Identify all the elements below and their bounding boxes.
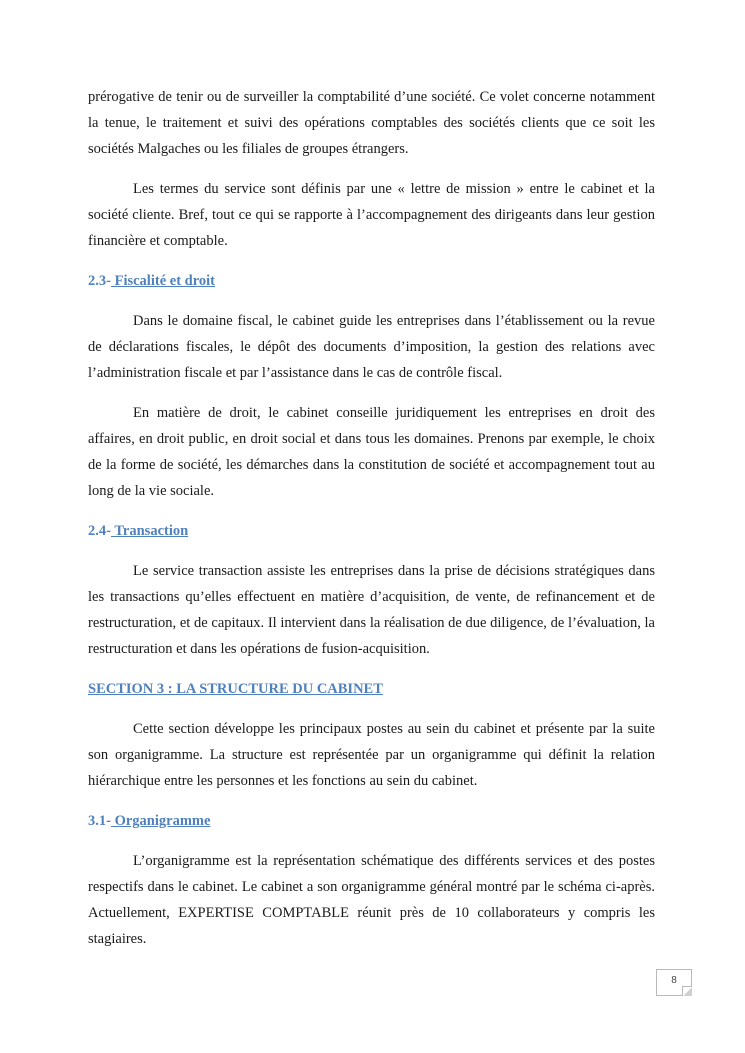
heading-fiscalite-et-droit	[88, 268, 655, 294]
heading-number: 2.3-	[88, 273, 111, 289]
paragraph-comptabilite: prérogative de tenir ou de surveiller la comptabilité d’une société. Ce volet concerne notamment la tenue, le traitement et suivi des opérations comptables des sociétés clients que ce soit les sociétés Malgaches ou les filiales de groupes étrangers.	[88, 89, 655, 157]
heading-number: 3.1-	[88, 813, 111, 829]
page-number: 8	[671, 975, 677, 986]
page-number-box	[656, 969, 692, 996]
heading-title: SECTION 3 : LA STRUCTURE DU CABINET	[88, 681, 383, 697]
paragraph-fiscal: Dans le domaine fiscal, le cabinet guide les entreprises dans l’établissement ou la revue de déclarations fiscales, le dépôt des documents d’imposition, la gestion des relations avec l’administration fiscale et par l’assistance dans le cas de contrôle fiscal.	[88, 313, 655, 381]
paragraph-structure: Cette section développe les principaux postes au sein du cabinet et présente par la suite son organigramme. La structure est représentée par un organigramme qui définit la relation hiérarchique entre les personnes et les fonctions au sein du cabinet.	[88, 721, 655, 789]
paragraph-droit: En matière de droit, le cabinet conseille juridiquement les entreprises en droit des affaires, en droit public, en droit social et dans tous les domaines. Prenons par exemple, le choix de la forme de société, les démarches dans la constitution de société et accompagnement tout au long de la vie sociale.	[88, 405, 655, 499]
heading-title: Fiscalité et droit	[110, 273, 215, 289]
paragraph-transaction: Le service transaction assiste les entreprises dans la prise de décisions stratégiques dans les transactions qu’elles effectuent en matière d’acquisition, de vente, de refinancement et de restructuration, et de capitaux. Il intervient dans la réalisation de due diligence, de l’évaluation, la restructuration et dans les opérations de fusion-acquisition.	[88, 563, 655, 657]
document-body	[88, 84, 655, 952]
paragraph-lettre-de-mission: Les termes du service sont définis par une « lettre de mission » entre le cabinet et la société cliente. Bref, tout ce qui se rapporte à l’accompagnement des dirigeants dans leur gestion financière et comptable.	[88, 181, 655, 249]
heading-transaction	[88, 518, 655, 544]
heading-organigramme	[88, 808, 655, 834]
heading-title: Organigramme	[110, 813, 211, 829]
heading-section-3	[88, 676, 655, 702]
heading-number: 2.4-	[88, 523, 111, 539]
paragraph-organigramme: L’organigramme est la représentation schématique des différents services et des postes respectifs dans le cabinet. Le cabinet a son organigramme général montré par le schéma ci-après. Actuellement, EXPERTISE COMPTABLE réunit près de 10 collaborateurs y compris les stagiaires.	[88, 853, 655, 947]
heading-title: Transaction	[110, 523, 189, 539]
page-curl-icon	[682, 986, 692, 996]
